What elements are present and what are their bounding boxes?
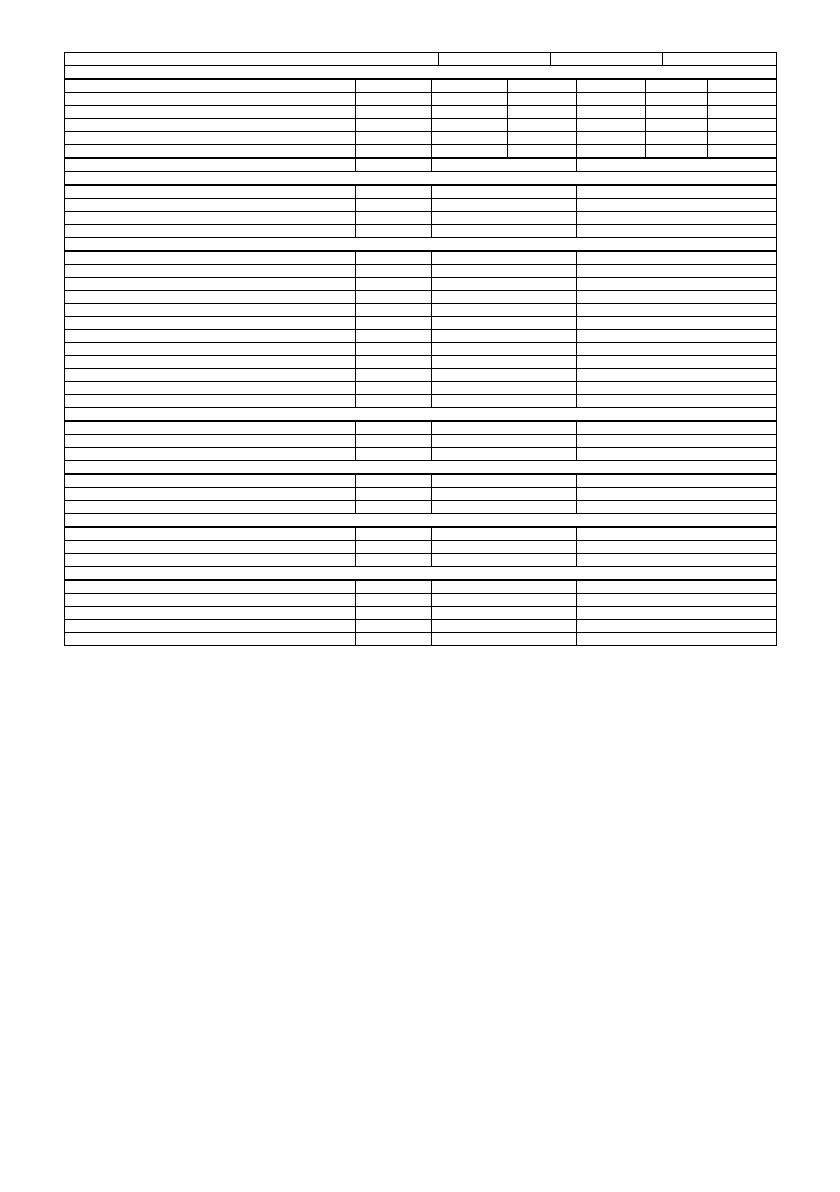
cell-value	[356, 554, 432, 567]
table-row	[65, 317, 777, 330]
cell-value	[356, 594, 432, 607]
table-row	[65, 620, 777, 633]
cell-value	[577, 291, 777, 304]
cell-value	[432, 633, 577, 646]
table-row	[65, 475, 777, 488]
cell-value	[356, 422, 432, 435]
cell-value	[356, 607, 432, 620]
cell-value	[708, 132, 777, 145]
table-row	[65, 435, 777, 448]
table-block-1	[64, 185, 777, 251]
cell-section-title	[65, 408, 777, 421]
table-row	[65, 369, 777, 382]
cell-value	[432, 93, 508, 106]
table-row	[65, 581, 777, 594]
cell-value	[432, 541, 577, 554]
cell-value	[432, 594, 577, 607]
cell-value	[356, 278, 432, 291]
cell-value	[432, 278, 577, 291]
cell-value	[432, 80, 508, 93]
cell-value	[577, 382, 777, 395]
table-row-fullwidth	[65, 172, 777, 185]
cell-value	[577, 528, 777, 541]
table-four-column-tail	[64, 158, 777, 185]
cell-value	[577, 93, 646, 106]
table-row	[65, 304, 777, 317]
cell-value	[646, 119, 708, 132]
cell-value	[577, 581, 777, 594]
cell-value	[432, 395, 577, 408]
cell-label	[65, 145, 356, 158]
table-row	[65, 225, 777, 238]
cell-value	[577, 145, 646, 158]
cell-value	[432, 291, 577, 304]
cell-value	[577, 541, 777, 554]
cell-value	[356, 369, 432, 382]
cell-label	[65, 594, 356, 607]
cell-value	[577, 554, 777, 567]
cell-value	[356, 252, 432, 265]
cell-value	[577, 265, 777, 278]
cell-value	[356, 304, 432, 317]
cell-label	[65, 93, 356, 106]
cell-label	[65, 252, 356, 265]
table-row	[65, 356, 777, 369]
cell-value	[356, 633, 432, 646]
table-block-6	[64, 580, 777, 646]
cell-value	[356, 225, 432, 238]
cell-value	[432, 199, 577, 212]
table-header-block	[64, 52, 777, 79]
cell-label	[65, 501, 356, 514]
table-row-fullwidth	[65, 514, 777, 527]
cell-label	[65, 633, 356, 646]
cell-value	[432, 119, 508, 132]
cell-value	[577, 317, 777, 330]
spreadsheet-table-area	[64, 52, 776, 646]
table-row	[65, 106, 777, 119]
cell-value	[432, 159, 577, 172]
cell-value	[356, 159, 432, 172]
table-row	[65, 488, 777, 501]
table-block-4	[64, 474, 777, 527]
cell-value	[577, 132, 646, 145]
table-row	[65, 633, 777, 646]
table-row	[65, 145, 777, 158]
cell-value	[356, 212, 432, 225]
table-row	[65, 501, 777, 514]
table-row	[65, 541, 777, 554]
cell-label	[65, 395, 356, 408]
cell-label	[65, 291, 356, 304]
cell-value	[432, 186, 577, 199]
cell-value	[508, 145, 577, 158]
cell-value	[577, 225, 777, 238]
cell-value	[356, 93, 432, 106]
cell-value	[356, 145, 432, 158]
cell-value	[577, 106, 646, 119]
cell-value	[356, 80, 432, 93]
cell-value	[432, 422, 577, 435]
cell-label	[65, 554, 356, 567]
cell-section-title	[65, 461, 777, 474]
cell-value	[356, 106, 432, 119]
cell-label	[65, 265, 356, 278]
table-row	[65, 252, 777, 265]
table-row-fullwidth	[65, 408, 777, 421]
cell-value	[432, 488, 577, 501]
cell-value	[432, 132, 508, 145]
cell-value	[439, 53, 551, 66]
cell-value	[356, 475, 432, 488]
cell-value	[432, 382, 577, 395]
table-row-fullwidth	[65, 461, 777, 474]
cell-label	[65, 186, 356, 199]
table-row	[65, 343, 777, 356]
table-row	[65, 186, 777, 199]
cell-value	[577, 80, 646, 93]
cell-label	[65, 382, 356, 395]
cell-value	[646, 80, 708, 93]
cell-value	[577, 633, 777, 646]
cell-value	[356, 581, 432, 594]
cell-value	[508, 93, 577, 106]
table-row	[65, 382, 777, 395]
cell-value	[551, 53, 663, 66]
table-row	[65, 528, 777, 541]
cell-value	[577, 330, 777, 343]
table-row	[65, 212, 777, 225]
table-row	[65, 422, 777, 435]
cell-label	[65, 343, 356, 356]
cell-value	[432, 369, 577, 382]
cell-label	[65, 132, 356, 145]
cell-label	[65, 212, 356, 225]
table-row-fullwidth	[65, 567, 777, 580]
cell-value	[577, 435, 777, 448]
cell-label	[65, 53, 439, 66]
cell-section-title	[65, 238, 777, 251]
cell-label	[65, 607, 356, 620]
cell-label	[65, 475, 356, 488]
cell-label	[65, 356, 356, 369]
cell-value	[356, 330, 432, 343]
cell-value	[432, 356, 577, 369]
cell-value	[577, 252, 777, 265]
cell-value	[577, 620, 777, 633]
table-block-5	[64, 527, 777, 580]
cell-value	[708, 119, 777, 132]
cell-value	[577, 448, 777, 461]
cell-value	[432, 620, 577, 633]
table-row	[65, 330, 777, 343]
cell-value	[432, 317, 577, 330]
cell-label	[65, 225, 356, 238]
cell-value	[356, 356, 432, 369]
cell-label	[65, 199, 356, 212]
cell-label	[65, 80, 356, 93]
cell-value	[708, 93, 777, 106]
cell-value	[708, 145, 777, 158]
cell-label	[65, 435, 356, 448]
cell-label	[65, 369, 356, 382]
cell-value	[432, 475, 577, 488]
table-block-3	[64, 421, 777, 474]
cell-label	[65, 278, 356, 291]
table-row-fullwidth	[65, 238, 777, 251]
cell-value	[356, 448, 432, 461]
cell-value	[663, 53, 777, 66]
cell-value	[646, 132, 708, 145]
cell-value	[646, 145, 708, 158]
cell-value	[432, 581, 577, 594]
cell-value	[356, 119, 432, 132]
cell-value	[356, 620, 432, 633]
cell-label	[65, 159, 356, 172]
table-row	[65, 265, 777, 278]
table-block-2	[64, 251, 777, 421]
cell-value	[432, 145, 508, 158]
cell-value	[432, 528, 577, 541]
cell-label	[65, 448, 356, 461]
table-row	[65, 278, 777, 291]
cell-value	[356, 435, 432, 448]
cell-value	[356, 132, 432, 145]
cell-value	[577, 304, 777, 317]
cell-value	[708, 80, 777, 93]
cell-value	[356, 395, 432, 408]
cell-value	[356, 343, 432, 356]
cell-value	[432, 501, 577, 514]
cell-value	[646, 106, 708, 119]
cell-value	[432, 304, 577, 317]
cell-value	[432, 448, 577, 461]
cell-value	[356, 528, 432, 541]
cell-label	[65, 317, 356, 330]
cell-value	[432, 265, 577, 278]
table-row	[65, 448, 777, 461]
cell-value	[577, 501, 777, 514]
cell-label	[65, 528, 356, 541]
cell-value	[577, 475, 777, 488]
table-row	[65, 291, 777, 304]
cell-value	[708, 106, 777, 119]
table-row	[65, 80, 777, 93]
cell-value	[577, 212, 777, 225]
cell-value	[356, 382, 432, 395]
cell-value	[577, 159, 777, 172]
cell-value	[356, 541, 432, 554]
cell-value	[508, 132, 577, 145]
table-row	[65, 607, 777, 620]
cell-label	[65, 541, 356, 554]
cell-label	[65, 488, 356, 501]
cell-value	[432, 106, 508, 119]
cell-value	[356, 199, 432, 212]
cell-value	[356, 291, 432, 304]
cell-value	[432, 225, 577, 238]
cell-value	[577, 488, 777, 501]
cell-value	[432, 330, 577, 343]
cell-label	[65, 422, 356, 435]
table-seven-column-block	[64, 79, 777, 158]
cell-value	[577, 607, 777, 620]
cell-value	[508, 119, 577, 132]
cell-value	[356, 317, 432, 330]
cell-label	[65, 620, 356, 633]
cell-value	[577, 422, 777, 435]
cell-value	[356, 186, 432, 199]
cell-label	[65, 581, 356, 594]
cell-value	[432, 212, 577, 225]
table-row	[65, 159, 777, 172]
cell-value	[432, 554, 577, 567]
cell-value	[577, 395, 777, 408]
cell-label	[65, 330, 356, 343]
cell-section-title	[65, 567, 777, 580]
table-row	[65, 395, 777, 408]
cell-value	[432, 607, 577, 620]
cell-section-title	[65, 66, 777, 79]
cell-label	[65, 119, 356, 132]
cell-value	[577, 343, 777, 356]
cell-value	[356, 501, 432, 514]
cell-value	[508, 106, 577, 119]
cell-value	[577, 199, 777, 212]
cell-value	[508, 80, 577, 93]
cell-value	[432, 252, 577, 265]
table-row	[65, 199, 777, 212]
cell-value	[356, 488, 432, 501]
table-row-fullwidth	[65, 66, 777, 79]
table-row	[65, 93, 777, 106]
cell-value	[577, 119, 646, 132]
cell-value	[432, 343, 577, 356]
cell-section-title	[65, 514, 777, 527]
cell-value	[646, 93, 708, 106]
cell-label	[65, 106, 356, 119]
table-row	[65, 554, 777, 567]
table-row	[65, 53, 777, 66]
table-row	[65, 594, 777, 607]
cell-value	[577, 369, 777, 382]
table-row	[65, 119, 777, 132]
table-row	[65, 132, 777, 145]
cell-value	[577, 356, 777, 369]
cell-value	[577, 278, 777, 291]
cell-value	[356, 265, 432, 278]
cell-value	[432, 435, 577, 448]
cell-label	[65, 304, 356, 317]
cell-section-title	[65, 172, 777, 185]
cell-value	[577, 594, 777, 607]
cell-value	[577, 186, 777, 199]
